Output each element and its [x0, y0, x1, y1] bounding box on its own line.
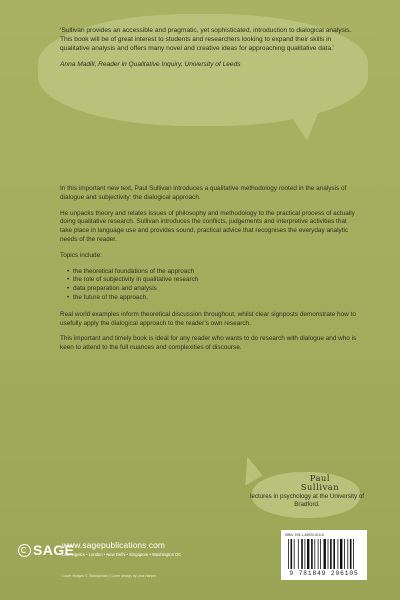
barcode-icon [288, 539, 360, 569]
publisher-cities: Los Angeles • London • New Delhi • Singapore • Washington DC [62, 552, 182, 557]
blurb-paragraph-3: Real world examples inform theoretical discussion throughout, whilst clear signposts demonstrate how to usefully apply the dialogical approach to the reader’s own research. [60, 310, 356, 327]
blurb-paragraph-1: In this important new text, Paul Sullivan introduces a qualitative methodology rooted in the analysis of dialogue and subjectivity: the dialogical approach. [60, 185, 347, 201]
author-bubble-tail [233, 455, 262, 486]
author-last-name: Sullivan [300, 482, 340, 493]
topic-item: • data preparation and analysis [67, 285, 360, 294]
quote-attribution: Anna Madill, Reader in Qualitative Inquiry, University of Leeds [60, 60, 241, 68]
quote-text: ‘Sullivan provides an accessible and pragmatic, yet sophisticated, introduction to dialogical analysis. This book will be of great interest to students and researchers looking to expand their skills in qualitative analysis and offers many novel and creative ideas for approaching qualitative data.’ [60, 27, 352, 53]
barcode-panel [281, 530, 367, 580]
cover-credits: Cover images © iStockphoto | Cover design by Lisa Harper [62, 574, 157, 578]
quote-bubble-tail [289, 107, 327, 143]
author-name [290, 474, 350, 493]
topic-item: • the theoretical foundations of the approach [67, 268, 360, 277]
author-first-name: Paul [309, 473, 331, 483]
sage-logo-text: SAGE [33, 542, 75, 558]
author-bio: lectures in psychology at the University of Bradford. [250, 493, 364, 509]
blurb-body [60, 185, 360, 360]
blurb-paragraph-2: He unpacks theory and relates issues of philosophy and methodology to the practical process of actually doing qualitative research. Sullivan introduces the conflicts, judgements and interpretive activities that take place in language use and provides sound, practical advice that recognises the everyday analytic needs of the reader. [60, 209, 355, 243]
publisher-website: www.sagepublications.com [62, 540, 165, 550]
topic-item: • the role of subjectivity in qualitative research [67, 276, 360, 285]
sage-logo-icon [18, 544, 31, 557]
endorsement-quote [60, 26, 360, 69]
blurb-paragraph-4: This important and timely book is ideal for any reader who wants to do research with dialogue and who is keen to attend to the full nuances and complexities of discourse. [60, 335, 357, 352]
topics-intro: Topics include: [60, 251, 102, 259]
isbn-text: ISBN: 978-1-84920-610-5 [285, 533, 324, 537]
topics-list [60, 268, 360, 303]
topic-item: • the future of the approach. [67, 294, 360, 303]
barcode-digits: 9 781849 206105 [289, 570, 359, 577]
